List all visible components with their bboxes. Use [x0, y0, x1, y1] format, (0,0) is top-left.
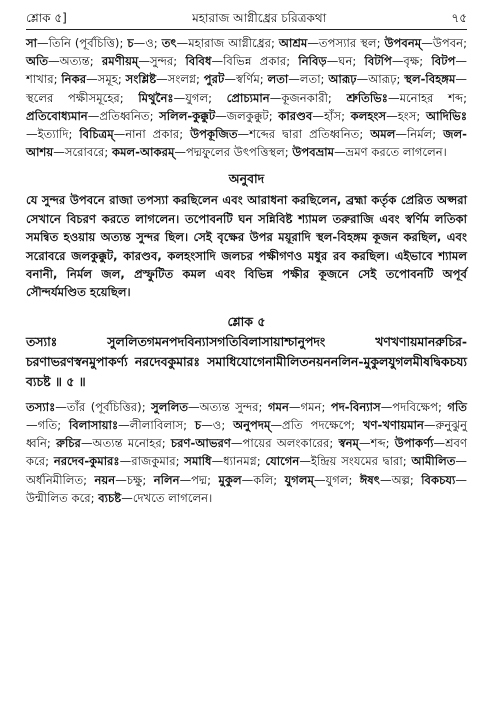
gloss-term: জল-আশয়	[26, 127, 467, 160]
gloss-term: আমীলিত	[411, 454, 456, 469]
gloss-meaning: —হাঁস;	[312, 108, 351, 123]
gloss-term: বিটপি	[364, 54, 392, 69]
gloss-meaning: —লতা;	[288, 72, 329, 87]
gloss-meaning: —গমন;	[288, 399, 331, 414]
gloss-meaning: —তপস্যার স্থল;	[307, 36, 385, 50]
gloss-term: মিথুনৈঃ	[138, 90, 174, 105]
translation-title: অনুবাদ	[228, 171, 265, 187]
gloss-meaning: —যুগল;	[313, 472, 360, 487]
gloss-meaning: —হংস;	[386, 108, 426, 123]
gloss-meaning: —আরূঢ়;	[356, 72, 405, 87]
gloss-meaning: —নানা প্রকার;	[113, 127, 191, 142]
gloss-meaning: —শব্দ;	[359, 436, 395, 451]
gloss-term: পদ-বিন্যাস	[330, 399, 381, 414]
gloss-meaning: —মনোহর শব্দ;	[387, 90, 467, 105]
gloss-meaning: —বিভিন্ন প্রকার;	[211, 54, 299, 69]
gloss-meaning: —পদ্ম;	[179, 472, 219, 487]
gloss-term: প্রোচ্যমান	[226, 90, 270, 105]
gloss-term: উপাকর্ণ্য	[394, 436, 434, 451]
gloss-term: কমল-আকরম্	[111, 145, 175, 160]
gloss-meaning: —অত্যন্ত;	[48, 54, 102, 69]
gloss-meaning: —যুগল;	[173, 90, 227, 105]
gloss-meaning: —লীলাবিলাস;	[118, 418, 195, 433]
gloss-term: নয়ন	[94, 472, 116, 487]
gloss-term: যুগলম্	[284, 472, 314, 487]
gloss-term: প্রতিবোধ্যমান	[26, 108, 88, 123]
gloss-term: সা	[26, 36, 38, 50]
sanskrit-verse: তস্যাঃ সুললিতগমনপদবিন্যাসগতিবিলাসায়াশ্চানুপদং খণখণায়মানরুচির-চরণাভরণস্বনমুপাকর্ণ্য নরদেবকুমারঃ সমাধিযোগেনামীলিতনয়ননলিন-মুকুলযুগলমীষদ্বিকচয্য ব্যচষ্ট ॥ ৫ ॥	[26, 333, 467, 389]
header-rule	[26, 29, 467, 30]
gloss-meaning: —শ্রবণ করে;	[26, 436, 468, 469]
gloss-meaning: —সমূহ;	[86, 72, 126, 87]
verse-number: শ্লোক ৫	[227, 313, 266, 329]
gloss-meaning: —প্রতিধ্বনিত;	[87, 108, 160, 123]
gloss-meaning: —ইন্দ্রিয় সংযমের দ্বারা;	[299, 454, 412, 469]
gloss-meaning: —জলকুক্কুট;	[215, 108, 279, 123]
chapter-title: মহারাজ আগ্নীধ্রের চরিত্রকথা	[192, 11, 327, 25]
gloss-meaning: —নির্মল;	[395, 127, 444, 142]
gloss-term: নলিন	[153, 472, 180, 487]
gloss-term: চরণ-আভরণ	[170, 436, 231, 451]
gloss-term: সমাধি	[184, 454, 212, 469]
gloss-term: বিটপ	[431, 54, 456, 69]
gloss-term: রুচির	[56, 436, 81, 451]
gloss-term: বিবিধ	[185, 54, 212, 69]
gloss-meaning: —ভ্রমণ করতে লাগলেন।	[334, 145, 447, 160]
gloss-term: স্থল-বিহঙ্গম	[404, 72, 456, 87]
gloss-term: যোগেন	[265, 454, 300, 469]
gloss-term: লতা	[267, 72, 289, 87]
gloss-meaning: —রাজকুমার;	[119, 454, 185, 469]
gloss-term: কারণ্ডব	[278, 108, 313, 123]
gloss-meaning: —তাঁর (পূর্বচিত্তির);	[55, 399, 152, 414]
gloss-term: বিকচয্য	[421, 472, 456, 487]
gloss-meaning: —ঘন;	[326, 54, 365, 69]
gloss-term: অনুপদম্	[233, 418, 271, 433]
gloss-term: বিচিত্রম্	[79, 127, 114, 142]
verse-reference: শ্লোক ৫]	[26, 11, 67, 25]
gloss-meaning: —শাখার;	[26, 54, 468, 87]
gloss-meaning: —প্রতি পদক্ষেপে;	[270, 418, 363, 433]
gloss-meaning: —অল্প;	[379, 472, 422, 487]
gloss-term: তৎ	[161, 36, 177, 50]
gloss-meaning: —পদ্মফুলের উৎপত্তিস্থল;	[174, 145, 293, 160]
gloss-meaning: —পদবিক্ষেপ;	[380, 399, 448, 414]
gloss-term: অমল	[370, 127, 396, 142]
gloss-term: স্বনম্	[338, 436, 359, 451]
gloss-term: চ	[127, 36, 134, 50]
gloss-term: নিবিড়	[298, 54, 327, 69]
gloss-meaning: —কূজনকারী;	[269, 90, 347, 105]
gloss-term: উপকূজিত	[190, 127, 238, 142]
gloss-meaning: —রুনুঝুনু ধ্বনি;	[26, 418, 467, 451]
gloss-meaning: —সংলগ্ন;	[156, 72, 204, 87]
gloss-term: আশ্রম	[278, 36, 308, 50]
word-meanings	[26, 34, 467, 161]
gloss-meaning: —অত্যন্ত সুন্দর;	[188, 399, 268, 414]
gloss-term: বিলাসায়াঃ	[68, 418, 119, 433]
gloss-term: খণ-খণায়মান	[362, 418, 424, 433]
gloss-term: তস্যাঃ	[26, 399, 56, 414]
gloss-meaning: —ও;	[133, 36, 162, 50]
gloss-meaning: —শব্দের দ্বারা প্রতিধ্বনিত;	[237, 127, 371, 142]
gloss-meaning: —সরোবরে;	[53, 145, 112, 160]
gloss-term: অতি	[26, 54, 49, 69]
verse-word-meanings	[26, 398, 467, 507]
gloss-term: উপবভ্রাম	[292, 145, 335, 160]
gloss-meaning: —ও;	[201, 418, 234, 433]
gloss-term: রমণীয়ম্	[101, 54, 139, 69]
gloss-meaning: —কলি;	[241, 472, 285, 487]
gloss-term: সলিল-কুক্কুট	[159, 108, 216, 123]
gloss-meaning: —গতি;	[26, 418, 69, 433]
gloss-meaning: —স্বর্ণিম;	[224, 72, 268, 87]
gloss-term: শ্রুতিভিঃ	[346, 90, 388, 105]
gloss-term: সংশ্লিষ্ট	[125, 72, 157, 87]
translation-text: যে সুন্দর উপবনে রাজা তপস্যা করছিলেন এবং আরাধনা করছিলেন, ব্রহ্মা কর্তৃক প্রেরিত অপ্সরা সেখানে বিচরণ করতে লাগলেন। তপোবনটি ঘন সন্নিবিষ্ট শ্যামল তরুরাজি এবং স্বর্ণিম লতিকা সমন্বিত হওয়ায় অত্যন্ত সুন্দর ছিল। সেই বৃক্ষের উপর ময়ূরাদি স্থল-বিহঙ্গম কূজন করছিল, এবং সরোবরে জলকুক্কুট, কারণ্ডব, কলহংসাদি জলচর পক্ষীগণও মধুর রব করছিল। এইভাবে শ্যামল বনানী, নির্মল জল, প্রস্ফুটিত কমল এবং বিভিন্ন পক্ষীর কূজনে সেই তপোবনটি অপূর্ব সৌন্দর্যমণ্ডিত হয়েছিল।	[26, 193, 467, 300]
gloss-meaning: —পায়ের অলংকারের;	[230, 436, 339, 451]
gloss-term: আরূঢ়	[328, 72, 357, 87]
gloss-term: চ	[194, 418, 202, 433]
gloss-meaning: —সুন্দর;	[138, 54, 186, 69]
gloss-meaning: —উন্মীলিত করে;	[26, 472, 467, 505]
gloss-term: গমন	[267, 399, 289, 414]
gloss-term: ব্যচষ্ট	[98, 490, 122, 505]
gloss-meaning: —মহারাজ আগ্নীধ্রের;	[176, 36, 279, 50]
gloss-term: পুরট	[203, 72, 225, 87]
gloss-term: উপবনম্	[384, 36, 422, 50]
gloss-term: নরদেব-কুমারঃ	[53, 454, 120, 469]
gloss-meaning: —ইত্যাদি;	[26, 127, 80, 142]
gloss-meaning: —তিনি (পূর্বচিত্তি);	[37, 36, 128, 50]
gloss-meaning: —বৃক্ষ;	[391, 54, 432, 69]
gloss-term: মুকুল	[218, 472, 242, 487]
gloss-meaning: —অর্ধনিমীলিত;	[26, 454, 467, 487]
gloss-meaning: —চক্ষু;	[115, 472, 154, 487]
gloss-term: গতি	[447, 399, 467, 414]
gloss-term: নিকর	[61, 72, 87, 87]
gloss-meaning: —অত্যন্ত মনোহর;	[80, 436, 171, 451]
gloss-term: আদিভিঃ	[425, 108, 468, 123]
gloss-term: সুললিত	[151, 399, 189, 414]
gloss-meaning: —স্থলের পক্ষীসমূহের;	[26, 72, 468, 105]
gloss-term: ঈষৎ	[359, 472, 380, 487]
gloss-meaning: —দেখতে লাগলেন।	[121, 490, 213, 505]
gloss-term: কলহংস	[350, 108, 387, 123]
running-header	[26, 0, 467, 26]
page-number: ৭৫	[451, 11, 467, 25]
gloss-meaning: —ধ্যানমগ্ন;	[211, 454, 266, 469]
gloss-meaning: —উপবন;	[421, 36, 467, 50]
